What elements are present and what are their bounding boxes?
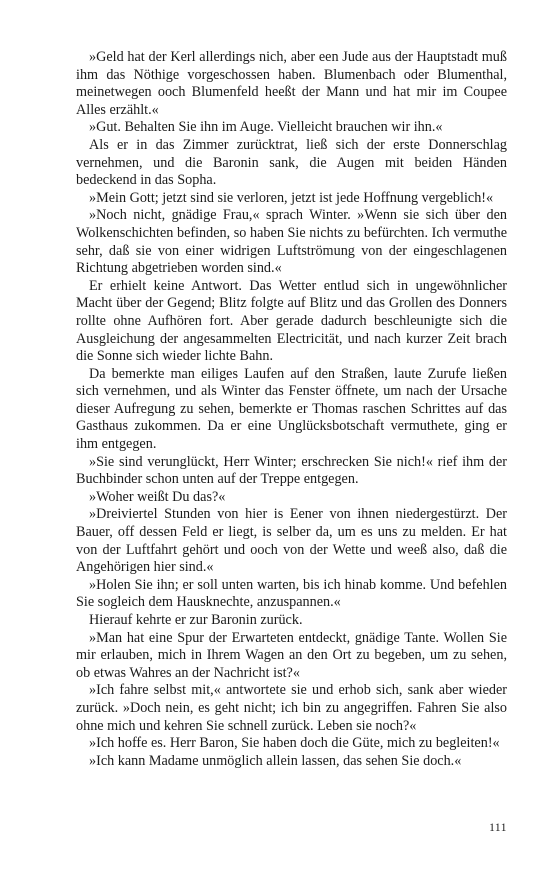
paragraph: »Dreiviertel Stunden von hier is Eener von ihnen niedergestürzt. Der Bauer, off dessen Feld er liegt, is selber da, um es uns zu melden. Er hat von der Luftfahrt gehört und ooch von der Wette und weeß also, daß die Angehörigen hier sind.«	[76, 506, 507, 576]
paragraph: »Mein Gott; jetzt sind sie verloren, jetzt ist jede Hoffnung vergeblich!«	[89, 189, 494, 206]
paragraph: »Ich fahre selbst mit,« antwortete sie und erhob sich, sank aber wieder zurück. »Doch nein, es geht nicht; ich bin zu angegriffen. Fahren Sie also ohne mich und kehren Sie schnell zurück. Leben sie noch?«	[76, 682, 507, 734]
paragraph: »Gut. Behalten Sie ihn im Auge. Vielleicht brauchen wir ihn.«	[89, 119, 443, 136]
page-number: 111	[489, 822, 507, 834]
paragraph: Da bemerkte man eiliges Laufen auf den Straßen, laute Zurufe ließen sich vernehmen, und als Winter das Fenster öffnete, um nach der Ursache dieser Aufregung zu sehen, bemerkte er Thomas raschen Schrittes auf das Gasthaus zukommen. Da er eine Unglücksbotschaft vermuthete, ging er ihm entgegen.	[76, 365, 507, 453]
paragraph: »Woher weißt Du das?«	[89, 488, 226, 505]
paragraph: »Sie sind verunglückt, Herr Winter; erschrecken Sie nich!« rief ihm der Buchbinder schon unten auf der Treppe entgegen.	[76, 453, 507, 488]
paragraph: »Ich hoffe es. Herr Baron, Sie haben doch die Güte, mich zu begleiten!«	[89, 735, 500, 752]
body-text	[76, 49, 507, 770]
paragraph: Er erhielt keine Antwort. Das Wetter entlud sich in ungewöhnlicher Macht über der Gegend; Blitz folgte auf Blitz und das Grollen des Donners rollte ohne Aufhören fort. Aber gerade dadurch beschleunigte sich die Ausgleichung der angesammelten Electricität, und nach kurzer Zeit brach die Sonne sich wieder lichte Bahn.	[76, 277, 507, 365]
paragraph: »Noch nicht, gnädige Frau,« sprach Winter. »Wenn sie sich über den Wolkenschichten befinden, so haben Sie nichts zu befürchten. Ich vermuthe sehr, daß sie von einer widrigen Luftströmung von der eingeschlagenen Richtung abgetrieben worden sind.«	[76, 207, 507, 277]
paragraph: »Holen Sie ihn; er soll unten warten, bis ich hinab komme. Und befehlen Sie sogleich dem Hausknechte, anzuspannen.«	[76, 576, 507, 611]
paragraph: »Man hat eine Spur der Erwarteten entdeckt, gnädige Tante. Wollen Sie mir erlauben, mich in Ihrem Wagen an den Ort zu begeben, um zu sehen, ob etwas Wahres an der Nachricht ist?«	[76, 629, 507, 681]
paragraph: Als er in das Zimmer zurücktrat, ließ sich der erste Donnerschlag vernehmen, und die Baronin sank, die Augen mit beiden Händen bedeckend in das Sopha.	[76, 136, 507, 189]
paragraph: »Geld hat der Kerl allerdings nich, aber een Jude aus der Hauptstadt muß ihm das Nöthige vorgeschossen haben. Blumenbach oder Blumenthal, meinetwegen ooch Blumenfeld heeßt der Mann und hat mir im Coupee Alles erzählt.«	[76, 49, 507, 118]
paragraph: »Ich kann Madame unmöglich allein lassen, das sehen Sie doch.«	[89, 752, 462, 769]
paragraph: Hierauf kehrte er zur Baronin zurück.	[89, 612, 303, 628]
